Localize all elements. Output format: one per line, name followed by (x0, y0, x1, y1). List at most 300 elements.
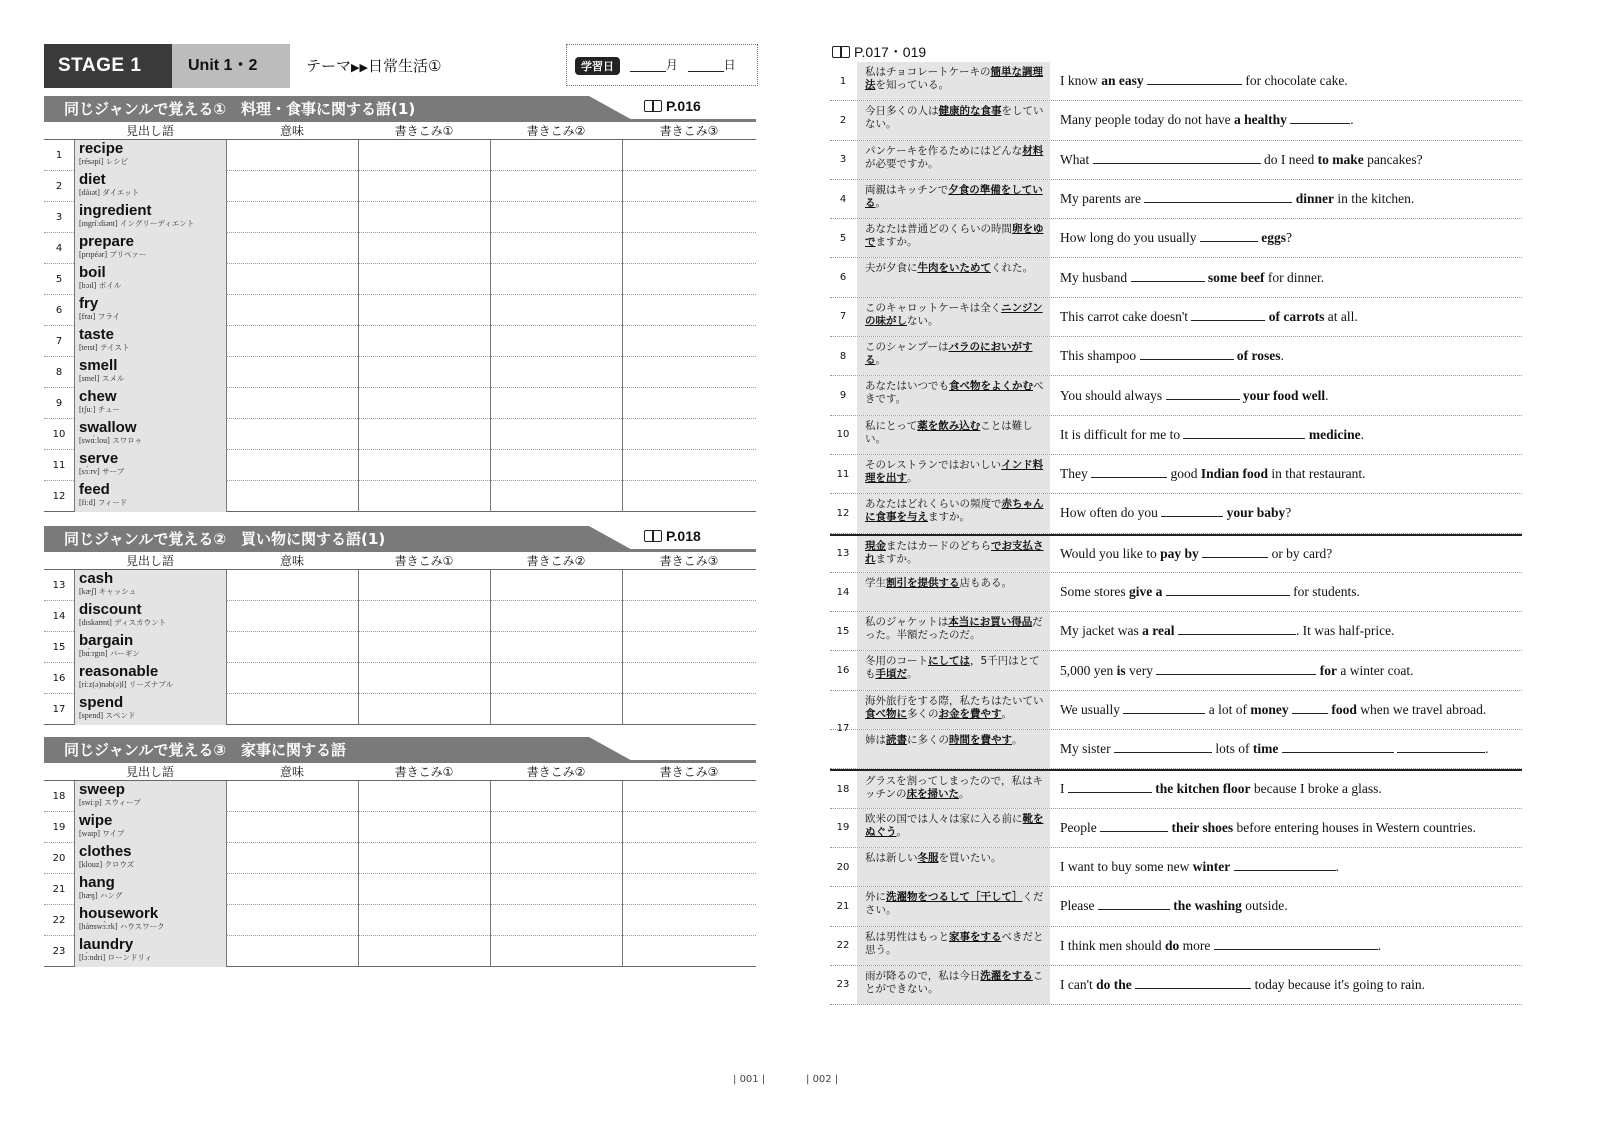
write1-cell[interactable] (358, 843, 490, 874)
headword: bargain (79, 632, 134, 649)
pronunciation (79, 617, 226, 628)
answer-blank[interactable] (1098, 900, 1170, 910)
en-text: a lot of (1205, 701, 1251, 717)
vocab-section-2 (44, 526, 756, 725)
en-text: at all. (1324, 308, 1358, 324)
section-title: 同じジャンルで覚える③ 家事に関する語 (64, 741, 347, 759)
write1-cell[interactable] (358, 264, 490, 295)
write3-cell[interactable] (622, 481, 756, 512)
sentence-number (830, 429, 856, 440)
sentence-number (830, 508, 856, 519)
key-phrase: 現金 (865, 539, 886, 552)
japanese-sentence (856, 219, 1050, 257)
en-text: good (1167, 466, 1201, 482)
headword: spend (79, 694, 124, 711)
jp-text: ますか。 (875, 552, 918, 565)
headword: recipe (79, 140, 124, 157)
section-title-bar (44, 526, 756, 552)
jp-text: 。 (907, 668, 918, 681)
meaning-cell[interactable] (226, 233, 358, 264)
vocab-row (44, 843, 756, 874)
en-text: Please (1060, 898, 1098, 914)
english-sentence (1050, 191, 1522, 207)
vocab-row (44, 357, 756, 388)
number-header (44, 552, 74, 570)
ipa: [sɜ́ːrv] (79, 467, 100, 476)
write2-cell[interactable] (490, 481, 622, 512)
meaning-cell[interactable] (226, 781, 358, 812)
meaning-cell[interactable] (226, 326, 358, 357)
jp-text: に多くの (907, 734, 949, 747)
write2-cell[interactable] (490, 694, 622, 725)
answer-blank[interactable] (1147, 75, 1242, 85)
sentence-number (830, 587, 856, 598)
write1-cell[interactable] (358, 357, 490, 388)
en-text: I want to buy some new (1060, 859, 1193, 875)
write3-cell[interactable] (622, 419, 756, 450)
number-header (44, 122, 74, 140)
ipa: [fiːd] (79, 498, 96, 507)
answer-blank[interactable] (1123, 704, 1205, 714)
jp-text: べきだと思う。 (865, 930, 1044, 956)
en-text: I think men should (1060, 937, 1165, 953)
answer-blank[interactable] (1114, 743, 1212, 753)
write1-cell[interactable] (358, 481, 490, 512)
write2-cell[interactable] (490, 357, 622, 388)
sentence-number (830, 940, 856, 951)
english-sentence (1050, 781, 1522, 797)
write1-cell[interactable] (358, 419, 490, 450)
headword: smell (79, 357, 118, 374)
ipa: [ríːz(ə)nəb(ə)l] (79, 680, 127, 689)
meaning-cell[interactable] (226, 905, 358, 936)
key-phrase: インド料理を出す (865, 458, 1044, 484)
ipa: [klouz] (79, 860, 103, 869)
write2-cell[interactable] (490, 295, 622, 326)
word-number: 21 (52, 884, 66, 895)
write3-cell[interactable] (622, 905, 756, 936)
sentence-number-text: 19 (836, 822, 850, 834)
write3-cell[interactable] (622, 781, 756, 812)
pronunciation (79, 890, 226, 901)
write1-cell[interactable] (358, 781, 490, 812)
section-page-ref (644, 528, 701, 544)
meaning-cell[interactable] (226, 295, 358, 326)
answer-blank[interactable] (1091, 468, 1167, 478)
write1-cell[interactable] (358, 295, 490, 326)
english-sentence (1050, 663, 1522, 679)
meaning-cell[interactable] (226, 140, 358, 171)
meaning-cell[interactable] (226, 570, 358, 601)
en-text: . It was half-price. (1295, 623, 1395, 639)
answer-blank[interactable] (1200, 232, 1258, 242)
answer-blank[interactable] (1131, 272, 1205, 282)
katakana-reading: リーズナブル (128, 680, 174, 689)
headword: swallow (79, 419, 137, 436)
headword: clothes (79, 843, 132, 860)
page-reference (832, 42, 926, 62)
write1-cell[interactable] (358, 450, 490, 481)
jp-text: ，5千円はとても (865, 655, 1040, 681)
write3-cell[interactable] (622, 694, 756, 725)
write2-cell[interactable] (490, 874, 622, 905)
theme-title (306, 44, 441, 88)
meaning-cell[interactable] (226, 357, 358, 388)
vocab-row (44, 450, 756, 481)
jp-text: 外に (865, 891, 886, 904)
sentence-number-text: 1 (839, 75, 847, 87)
key-phrase: にしては (928, 655, 970, 668)
word-number: 15 (52, 642, 66, 653)
en-text: for chocolate cake. (1242, 73, 1348, 89)
headword-cell (74, 663, 226, 694)
given-words: dinner (1295, 191, 1334, 207)
meaning-cell[interactable] (226, 388, 358, 419)
answer-blank[interactable] (1397, 743, 1485, 753)
page-reference-text: P.017・019 (854, 44, 927, 60)
ipa: [fraɪ] (79, 312, 96, 321)
key-phrase: お金を費やす (938, 707, 1002, 720)
month-blank[interactable] (630, 60, 666, 72)
sentence-number (830, 390, 856, 401)
write1-cell[interactable] (358, 388, 490, 419)
sentence-number (830, 469, 856, 480)
meaning-cell[interactable] (226, 264, 358, 295)
given-words: is (1116, 662, 1126, 678)
write3-cell[interactable] (622, 140, 756, 171)
sentence-row (830, 258, 1522, 297)
sentence-number (830, 311, 856, 322)
study-date-box (566, 44, 758, 86)
meaning-cell[interactable] (226, 481, 358, 512)
japanese-sentence (856, 101, 1050, 139)
write3-cell[interactable] (622, 450, 756, 481)
japanese-sentence (856, 494, 1050, 532)
jp-text: ますか。 (875, 236, 918, 249)
ipa: [hæŋ] (79, 891, 98, 900)
katakana-reading: チュー (97, 405, 121, 414)
study-date-label: 学習日 (575, 57, 620, 75)
given-words: a real (1142, 623, 1175, 639)
write2-cell[interactable] (490, 781, 622, 812)
katakana-reading: バーギン (109, 649, 140, 658)
jp-text: 冬用のコート (865, 655, 928, 668)
sentence-number-text: 14 (836, 586, 850, 598)
write1-cell[interactable] (358, 936, 490, 967)
answer-blank[interactable] (1202, 548, 1268, 558)
write1-cell[interactable] (358, 326, 490, 357)
number-header (44, 763, 74, 781)
answer-blank[interactable] (1100, 822, 1168, 832)
day-blank[interactable] (688, 60, 724, 72)
write3-cell[interactable] (622, 357, 756, 388)
en-text: because I broke a glass. (1250, 781, 1382, 797)
ipa: [swɑ́ːlou] (79, 436, 110, 445)
answer-blank[interactable] (1290, 114, 1350, 124)
headword: ingredient (79, 202, 152, 219)
headword-cell (74, 357, 226, 388)
write3-cell[interactable] (622, 601, 756, 632)
answer-blank[interactable] (1166, 390, 1240, 400)
write1-cell[interactable] (358, 202, 490, 233)
answer-blank[interactable] (1178, 625, 1296, 635)
meaning-cell[interactable] (226, 171, 358, 202)
write2-cell[interactable] (490, 663, 622, 694)
stage-label: STAGE 1 (44, 44, 172, 88)
write3-cell[interactable] (622, 388, 756, 419)
meaning-cell[interactable] (226, 663, 358, 694)
key-phrase: 靴をぬぐう (865, 812, 1044, 838)
japanese-sentence (856, 848, 1050, 886)
jp-text: ことは難しい。 (865, 419, 1033, 445)
day-label: 日 (723, 58, 736, 72)
jp-text: 。 (958, 788, 970, 801)
answer-blank[interactable] (1144, 193, 1292, 203)
sentence-number-text: 15 (836, 625, 850, 637)
write3-cell[interactable] (622, 632, 756, 663)
jp-text: 。 (875, 354, 886, 367)
key-phrase: でお支払され (865, 539, 1044, 565)
headword-cell (74, 570, 226, 601)
en-text: I (1060, 781, 1068, 797)
meaning-cell[interactable] (226, 843, 358, 874)
write2-cell[interactable] (490, 171, 622, 202)
write1-cell[interactable] (358, 140, 490, 171)
english-sentence (1050, 348, 1522, 364)
write3-cell[interactable] (622, 295, 756, 326)
write2-cell[interactable] (490, 905, 622, 936)
sentence-row (830, 612, 1522, 651)
answer-blank[interactable] (1156, 665, 1316, 675)
write2-cell[interactable] (490, 140, 622, 171)
write2-cell[interactable] (490, 233, 622, 264)
write1-cell[interactable] (358, 233, 490, 264)
meaning-cell[interactable] (226, 601, 358, 632)
meaning-cell[interactable] (226, 419, 358, 450)
answer-blank[interactable] (1135, 979, 1251, 989)
write3-cell[interactable] (622, 663, 756, 694)
section-title: 同じジャンルで覚える② 買い物に関する語(1) (64, 530, 386, 548)
answer-blank[interactable] (1068, 783, 1152, 793)
write3-cell[interactable] (622, 843, 756, 874)
meaning-cell[interactable] (226, 936, 358, 967)
headword: discount (79, 601, 142, 618)
japanese-sentence (856, 141, 1050, 179)
sentence-number-text: 7 (839, 311, 847, 323)
word-number: 4 (55, 243, 63, 254)
given-words: money (1250, 701, 1289, 717)
answer-blank[interactable] (1093, 154, 1261, 164)
write3-cell[interactable] (622, 812, 756, 843)
answer-blank[interactable] (1166, 586, 1290, 596)
column-header-write1: 書きこみ① (394, 554, 454, 568)
write1-cell[interactable] (358, 570, 490, 601)
headword: feed (79, 481, 110, 498)
headword-cell (74, 812, 226, 843)
ipa: [résəpi] (79, 157, 104, 166)
japanese-sentence (856, 612, 1050, 650)
word-number: 12 (52, 491, 66, 502)
katakana-reading: クロウズ (104, 860, 135, 869)
sentence-row (830, 927, 1522, 966)
jp-text: あなたはいつでも (865, 380, 949, 393)
key-phrase: 食べ物に (865, 707, 907, 720)
write2-cell[interactable] (490, 326, 622, 357)
english-sentence (1050, 466, 1522, 482)
write1-cell[interactable] (358, 905, 490, 936)
write1-cell[interactable] (358, 632, 490, 663)
sentence-number-text: 16 (836, 665, 850, 677)
answer-blank[interactable] (1214, 940, 1378, 950)
write1-cell[interactable] (358, 663, 490, 694)
word-number: 9 (55, 398, 63, 409)
jp-text: 。 (875, 196, 886, 209)
write3-cell[interactable] (622, 233, 756, 264)
write2-cell[interactable] (490, 632, 622, 663)
word-number: 2 (55, 181, 63, 192)
column-header-write2: 書きこみ② (526, 124, 586, 138)
pronunciation (79, 187, 226, 198)
meaning-cell[interactable] (226, 450, 358, 481)
sentence-row (830, 298, 1522, 337)
meaning-cell[interactable] (226, 694, 358, 725)
key-phrase: 冬服 (917, 851, 939, 864)
write2-cell[interactable] (490, 570, 622, 601)
ipa: [dɪskaʊnt] (79, 618, 112, 627)
en-text: We usually (1060, 701, 1124, 717)
pronunciation (79, 828, 226, 839)
katakana-reading: スワロゥ (112, 436, 143, 445)
word-number: 1 (55, 150, 63, 161)
given-words: give a (1129, 584, 1163, 599)
write2-cell[interactable] (490, 601, 622, 632)
en-text: do I need (1260, 151, 1318, 167)
word-number: 17 (52, 704, 66, 715)
en-text: People (1060, 819, 1101, 835)
write1-cell[interactable] (358, 812, 490, 843)
meaning-cell[interactable] (226, 874, 358, 905)
write2-cell[interactable] (490, 264, 622, 295)
jp-text: 夫が夕食に (865, 262, 918, 275)
pronunciation (79, 249, 226, 260)
answer-blank[interactable] (1140, 350, 1234, 360)
pronunciation (79, 859, 226, 870)
answer-blank[interactable] (1292, 704, 1328, 714)
key-phrase: 健康的な食事 (938, 105, 1002, 118)
answer-blank[interactable] (1282, 743, 1394, 753)
column-header-headword: 見出し語 (125, 124, 174, 138)
vocab-row (44, 781, 756, 812)
write2-cell[interactable] (490, 202, 622, 233)
write2-cell[interactable] (490, 936, 622, 967)
write3-cell[interactable] (622, 874, 756, 905)
english-sentence (1050, 112, 1522, 128)
vocab-row (44, 171, 756, 202)
answer-blank[interactable] (1234, 861, 1336, 871)
en-text: My sister (1060, 741, 1114, 757)
pronunciation (79, 497, 226, 508)
given-words: to make (1317, 151, 1364, 167)
write3-cell[interactable] (622, 264, 756, 295)
en-text: My jacket was (1060, 623, 1143, 639)
book-icon (644, 100, 662, 112)
en-text: today because it's going to rain. (1251, 976, 1425, 992)
write2-cell[interactable] (490, 450, 622, 481)
en-text: You should always (1060, 387, 1166, 403)
write3-cell[interactable] (622, 202, 756, 233)
en-text: My parents are (1060, 191, 1145, 207)
en-text: . (1335, 859, 1339, 875)
page-number-left: | 001 | (733, 1074, 766, 1085)
sentence-number (830, 822, 856, 833)
en-text: . (1360, 426, 1364, 442)
meaning-cell[interactable] (226, 812, 358, 843)
key-phrase: ニンジンの味がし (865, 301, 1043, 327)
meaning-cell[interactable] (226, 202, 358, 233)
japanese-sentence (856, 258, 1050, 296)
pronunciation (79, 311, 226, 322)
key-phrase: 材料 (1022, 144, 1044, 157)
write3-cell[interactable] (622, 326, 756, 357)
write1-cell[interactable] (358, 694, 490, 725)
month-label: 月 (665, 58, 678, 72)
answer-blank[interactable] (1161, 507, 1223, 517)
key-phrase: 食べ物をよくかむ (949, 380, 1033, 393)
answer-blank[interactable] (1191, 311, 1265, 321)
meaning-cell[interactable] (226, 632, 358, 663)
pronunciation (79, 342, 226, 353)
jp-text: あなたは普通どのくらいの時間 (865, 223, 1012, 236)
write3-cell[interactable] (622, 936, 756, 967)
sentence-number-text: 11 (836, 468, 850, 480)
answer-blank[interactable] (1183, 429, 1305, 439)
write1-cell[interactable] (358, 601, 490, 632)
en-text: . (1280, 348, 1284, 364)
write2-cell[interactable] (490, 388, 622, 419)
headword: fry (79, 295, 99, 312)
given-words: the washing (1173, 898, 1242, 914)
japanese-sentence (856, 376, 1050, 414)
en-text: in that restaurant. (1268, 466, 1366, 482)
jp-text: 私のジャケットは (865, 616, 949, 629)
english-sentence (1050, 820, 1522, 836)
write1-cell[interactable] (358, 171, 490, 202)
write2-cell[interactable] (490, 812, 622, 843)
given-words: eggs (1261, 230, 1286, 246)
sentence-number-text: 8 (839, 350, 847, 362)
sentence-number (830, 704, 856, 735)
given-words: your baby (1226, 505, 1286, 521)
write2-cell[interactable] (490, 419, 622, 450)
katakana-reading: ハウスワーク (119, 922, 165, 931)
headword-cell (74, 233, 226, 264)
write1-cell[interactable] (358, 874, 490, 905)
pronunciation (79, 952, 226, 963)
jp-text: このキャロットケーキは全く (865, 301, 1002, 314)
write3-cell[interactable] (622, 171, 756, 202)
write3-cell[interactable] (622, 570, 756, 601)
jp-text: 。 (896, 825, 907, 838)
vocab-row (44, 874, 756, 905)
japanese-sentence (856, 573, 1050, 611)
headword: diet (79, 171, 106, 188)
katakana-reading: スメル (101, 374, 125, 383)
vocab-row (44, 601, 756, 632)
column-header-write3: 書きこみ③ (659, 765, 719, 779)
write2-cell[interactable] (490, 843, 622, 874)
jp-text: 。 (1012, 734, 1023, 747)
word-number: 23 (52, 946, 66, 957)
